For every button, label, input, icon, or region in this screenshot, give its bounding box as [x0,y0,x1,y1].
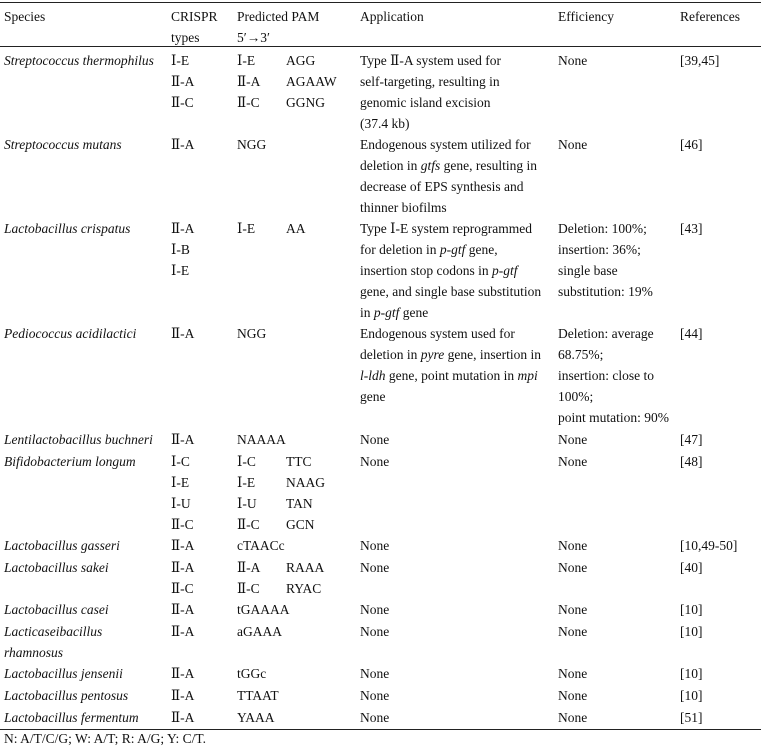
species-line: Lactobacillus crispatus [4,221,131,236]
application-line: for deletion in p-gtf gene, [360,242,498,257]
species-line: Lactobacillus pentosus [4,688,129,703]
table-footnote: N: A/T/C/G; W: A/T; R: A/G; Y: C/T. [4,731,207,746]
references: [51] [680,710,703,725]
pam-type: Ⅰ-E [237,475,256,490]
crispr-type: Ⅱ-A [171,538,195,553]
application-line: deletion in gtfs gene, resulting in [360,158,537,173]
application-line: Type Ⅰ-E system reprogrammed [360,221,532,236]
pam-entry [237,472,325,493]
pam-sequence: TTC [286,454,312,469]
crispr-types [171,685,194,706]
application [360,621,389,642]
pam-entry [237,707,275,728]
application-line: None [360,432,390,447]
species-line: Pediococcus acidilactici [4,326,137,341]
species-name [4,685,128,706]
efficiency [558,557,587,578]
crispr-types [171,50,194,113]
pam-entry [237,663,266,684]
efficiency-line: None [558,137,588,152]
pam-entry [237,514,325,535]
crispr-type: Ⅱ-A [171,137,195,152]
application [360,451,389,472]
pam-sequence: TAN [286,496,313,511]
application-line: genomic island excision [360,95,491,110]
efficiency-line: 100%; [558,389,594,404]
application [360,50,501,134]
species-line: Lactobacillus fermentum [4,710,139,725]
references: [39,45] [680,53,720,68]
pam-type: Ⅱ-A [237,560,261,575]
predicted-pam [237,429,286,450]
pam-sequence: cTAACc [237,538,285,553]
efficiency-line: insertion: 36%; [558,242,641,257]
efficiency-line: None [558,560,588,575]
pam-sequence: YAAA [237,710,275,725]
application-line: l-ldh gene, point mutation in mpi [360,368,538,383]
application-line: deletion in pyre gene, insertion in [360,347,541,362]
crispr-types [171,134,194,155]
header-species: Species [4,9,46,24]
pam-sequence: NAAAA [237,432,286,447]
species-name [4,451,136,472]
references: [10] [680,624,703,639]
efficiency [558,599,587,620]
pam-entry [237,557,324,578]
pam-entry [237,323,266,344]
references: [40] [680,560,703,575]
predicted-pam [237,50,337,113]
species-line: rhamnosus [4,645,64,660]
application-line: Endogenous system utilized for [360,137,531,152]
header-crispr-line: CRISPR [171,9,218,24]
header-efficiency: Efficiency [558,9,614,24]
crispr-types [171,557,194,599]
application-line: None [360,624,390,639]
application-line: None [360,560,390,575]
application [360,599,389,620]
crispr-type: Ⅰ-E [171,53,190,68]
efficiency [558,707,587,728]
species-name [4,429,153,450]
species-name [4,535,120,556]
header-pam-line: Predicted PAM [237,9,320,24]
predicted-pam [237,621,282,642]
crispr-type: Ⅰ-U [171,496,191,511]
pam-type: Ⅰ-U [237,496,257,511]
crispr-types [171,599,194,620]
crispr-type: Ⅱ-A [171,74,195,89]
application-line: None [360,710,390,725]
efficiency [558,663,587,684]
efficiency-line: None [558,688,588,703]
crispr-type: Ⅰ-E [171,475,190,490]
references: [48] [680,454,703,469]
application [360,323,541,407]
references: [10] [680,688,703,703]
efficiency [558,621,587,642]
pam-sequence: TTAAT [237,688,279,703]
species-name [4,621,102,663]
pam-type: Ⅰ-C [237,454,256,469]
species-name [4,599,109,620]
application-line: Endogenous system used for [360,326,515,341]
references: [10,49-50] [680,538,738,553]
predicted-pam [237,599,290,620]
crispr-types [171,663,194,684]
predicted-pam [237,557,324,599]
predicted-pam [237,685,279,706]
references: [43] [680,221,703,236]
efficiency-line: None [558,53,588,68]
efficiency-line: None [558,666,588,681]
crispr-types [171,323,194,344]
efficiency [558,218,653,302]
predicted-pam [237,134,266,155]
pam-sequence: aGAAA [237,624,282,639]
crispr-type: Ⅱ-C [171,95,194,110]
species-name [4,218,130,239]
species-name [4,557,109,578]
header-pam-line: 5′→3′ [237,30,270,45]
application-line: Type Ⅱ-A system used for [360,53,501,68]
predicted-pam [237,707,275,728]
crispr-types [171,451,194,535]
references: [47] [680,432,703,447]
application [360,685,389,706]
crispr-types [171,218,194,281]
species-line: Streptococcus thermophilus [4,53,154,68]
application [360,218,541,323]
crispr-type: Ⅱ-A [171,688,195,703]
crispr-type: Ⅰ-C [171,454,190,469]
pam-sequence: RYAC [286,581,322,596]
crispr-type: Ⅱ-A [171,560,195,575]
pam-sequence: AGAAW [286,74,337,89]
pam-entry [237,578,324,599]
species-name [4,707,139,728]
pam-entry [237,218,306,239]
crispr-type: Ⅱ-A [171,326,195,341]
pam-entry [237,50,337,71]
pam-sequence: NGG [237,326,267,341]
crispr-types [171,429,194,450]
species-line: Lentilactobacillus buchneri [4,432,153,447]
predicted-pam [237,663,266,684]
efficiency-line: Deletion: 100%; [558,221,647,236]
crispr-type: Ⅱ-A [171,432,195,447]
pam-type: Ⅰ-E [237,53,256,68]
species-name [4,50,154,71]
efficiency-line: None [558,602,588,617]
application-line: None [360,454,390,469]
crispr-type: Ⅱ-A [171,666,195,681]
pam-entry [237,429,286,450]
header-crispr-types [171,6,218,48]
predicted-pam [237,535,285,556]
species-line: Lactobacillus casei [4,602,109,617]
table-header-rule [0,46,761,47]
pam-entry [237,451,325,472]
predicted-pam [237,323,266,344]
application [360,663,389,684]
application [360,557,389,578]
pam-entry [237,92,337,113]
pam-type: Ⅱ-A [237,74,261,89]
crispr-types [171,707,194,728]
efficiency [558,429,587,450]
species-line: Bifidobacterium longum [4,454,136,469]
pam-type: Ⅱ-C [237,517,260,532]
pam-sequence: tGAAAA [237,602,290,617]
efficiency [558,50,587,71]
efficiency-line: insertion: close to [558,368,654,383]
efficiency-line: point mutation: 90% [558,410,669,425]
efficiency-line: None [558,432,588,447]
species-line: Lactobacillus jensenii [4,666,123,681]
pam-entry [237,71,337,92]
header-application: Application [360,9,424,24]
crispr-types [171,621,194,642]
application-line: self-targeting, resulting in [360,74,500,89]
application-line: decrease of EPS synthesis and [360,179,524,194]
header-references: References [680,9,740,24]
pam-entry [237,535,285,556]
efficiency [558,134,587,155]
pam-sequence: GGNG [286,95,325,110]
pam-sequence: GCN [286,517,315,532]
efficiency-line: substitution: 19% [558,284,653,299]
predicted-pam [237,218,306,239]
application-line: thinner biofilms [360,200,447,215]
pam-sequence: AA [286,221,306,236]
application [360,535,389,556]
crispr-type: Ⅱ-A [171,221,195,236]
references: [10] [680,666,703,681]
species-name [4,663,123,684]
application-line: None [360,602,390,617]
header-predicted-pam [237,6,319,48]
references: [44] [680,326,703,341]
application [360,707,389,728]
application-line: in p-gtf gene [360,305,429,320]
references: [46] [680,137,703,152]
efficiency [558,323,669,428]
crispr-types [171,535,194,556]
pam-sequence: RAAA [286,560,325,575]
application-line: None [360,666,390,681]
pam-sequence: tGGc [237,666,267,681]
crispr-type: Ⅱ-C [171,517,194,532]
application [360,134,537,218]
pam-type: Ⅱ-C [237,581,260,596]
application-line: None [360,688,390,703]
crispr-type: Ⅰ-B [171,242,190,257]
pam-type: Ⅰ-E [237,221,256,236]
efficiency [558,535,587,556]
header-crispr-line: types [171,30,200,45]
efficiency-line: None [558,624,588,639]
application-line: insertion stop codons in p-gtf [360,263,518,278]
crispr-type: Ⅱ-A [171,710,195,725]
pam-sequence: NGG [237,137,267,152]
pam-type: Ⅱ-C [237,95,260,110]
species-line: Lacticaseibacillus [4,624,103,639]
species-name [4,134,122,155]
species-line: Lactobacillus sakei [4,560,109,575]
species-name [4,323,136,344]
efficiency-line: None [558,710,588,725]
efficiency [558,685,587,706]
application-line: gene [360,389,386,404]
application-line: (37.4 kb) [360,116,410,131]
species-line: Lactobacillus gasseri [4,538,120,553]
efficiency [558,451,587,472]
efficiency-line: None [558,538,588,553]
application-line: gene, and single base substitution [360,284,542,299]
pam-entry [237,621,282,642]
application [360,429,389,450]
efficiency-line: 68.75%; [558,347,604,362]
pam-sequence: NAAG [286,475,325,490]
pam-entry [237,685,279,706]
efficiency-line: None [558,454,588,469]
crispr-type: Ⅱ-C [171,581,194,596]
crispr-type: Ⅱ-A [171,624,195,639]
references: [10] [680,602,703,617]
table-top-rule [0,2,761,3]
pam-entry [237,493,325,514]
crispr-type: Ⅱ-A [171,602,195,617]
application-line: None [360,538,390,553]
pam-entry [237,134,266,155]
crispr-type: Ⅰ-E [171,263,190,278]
efficiency-line: single base [558,263,618,278]
pam-entry [237,599,290,620]
efficiency-line: Deletion: average [558,326,654,341]
species-line: Streptococcus mutans [4,137,122,152]
pam-sequence: AGG [286,53,316,68]
predicted-pam [237,451,325,535]
